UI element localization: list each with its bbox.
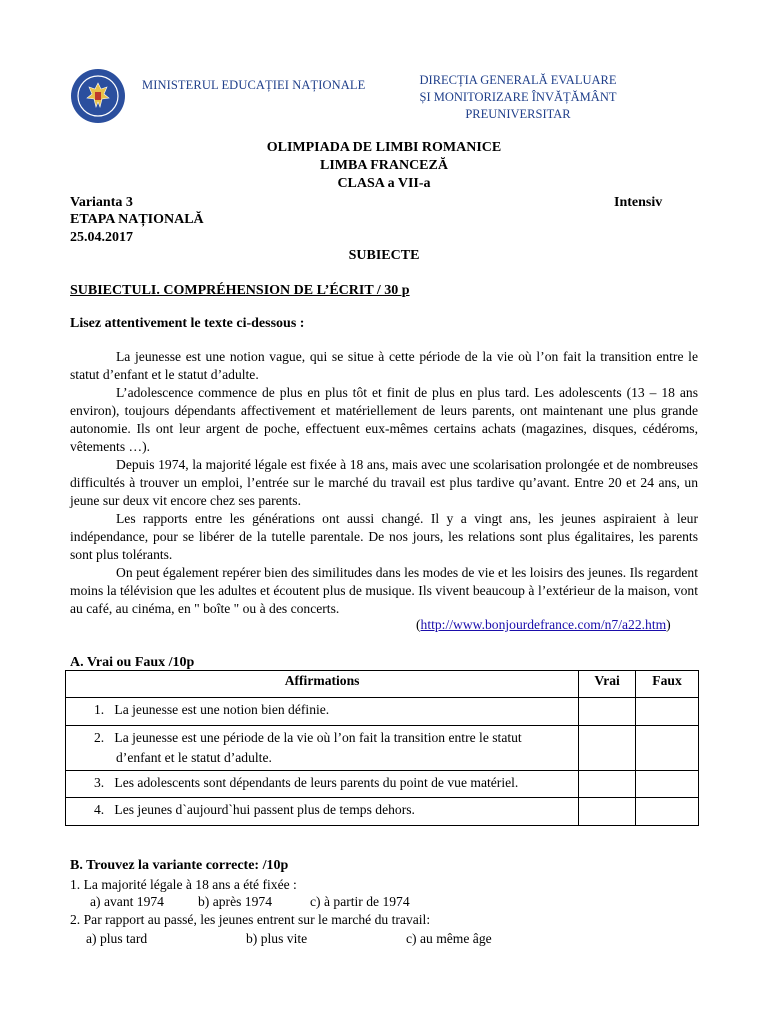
vrai-answer-cell[interactable] <box>579 698 636 726</box>
ministry-name: MINISTERUL EDUCAȚIEI NAȚIONALE <box>142 78 366 92</box>
vrai-header: Vrai <box>579 671 636 698</box>
vrai-answer-cell[interactable] <box>579 798 636 826</box>
true-false-table <box>65 670 699 826</box>
affirmation-text: Les adolescents sont dépendants de leurs parents du point de vue matériel. <box>114 775 519 790</box>
row-number: 1. <box>94 702 105 717</box>
row-number: 2. <box>94 730 105 745</box>
direction-line-3: PREUNIVERSITAR <box>465 107 571 121</box>
faux-answer-cell[interactable] <box>636 698 699 726</box>
question-1: 1. La majorité légale à 18 ans a été fixée : <box>70 877 297 892</box>
q1-option-a[interactable]: a) avant 1974 <box>90 894 164 909</box>
vrai-answer-cell[interactable] <box>579 771 636 798</box>
table-row <box>66 726 699 771</box>
variant-label: Varianta 3 <box>70 195 133 210</box>
paragraph: La jeunesse est une notion vague, qui se situe à cette période de la vie où l’on fait la transition entre le statut d’enfant et le statut d’adulte. <box>70 349 698 382</box>
affirmation-text: Les jeunes d`aujourd`hui passent plus de temps dehors. <box>114 802 415 817</box>
direction-line-1: DIRECȚIA GENERALĂ EVALUARE <box>419 73 617 87</box>
exam-date: 25.04.2017 <box>70 230 133 245</box>
source-close-paren: ) <box>666 617 671 632</box>
direction-name <box>392 72 644 123</box>
vrai-answer-cell[interactable] <box>579 726 636 771</box>
government-seal-logo <box>70 68 126 124</box>
table-row <box>66 698 699 726</box>
affirmation-text: La jeunesse est une période de la vie où l’on fait la transition entre le statut d’enfant et le statut d’adulte. <box>114 730 522 765</box>
source-link[interactable]: http://www.bonjourdefrance.com/n7/a22.htm <box>420 617 667 632</box>
affirmations-header: Affirmations <box>66 671 579 698</box>
table-row <box>66 771 699 798</box>
part-a-heading: A. Vrai ou Faux /10p <box>70 655 195 670</box>
language-title: LIMBA FRANCEZĂ <box>320 158 448 173</box>
affirmation-cell <box>66 798 579 826</box>
affirmation-text: La jeunesse est une notion bien définie. <box>114 702 330 717</box>
faux-answer-cell[interactable] <box>636 726 699 771</box>
faux-answer-cell[interactable] <box>636 798 699 826</box>
paragraph: On peut également repérer bien des similitudes dans les modes de vie et les loisirs des jeunes. Ils regardent moins la télévision que les adultes et écoutent plus de musique. Ils vivent beaucoup à l’extérieur de la maison, vont au café, au cinéma, en " boîte " ou à des concerts. <box>70 565 698 616</box>
olympiad-title: OLIMPIADA DE LIMBI ROMANICE <box>266 140 502 155</box>
q2-option-c[interactable]: c) au même âge <box>406 931 492 946</box>
affirmation-cell <box>66 771 579 798</box>
section1-heading: SUBIECTULI. COMPRÉHENSION DE L’ÉCRIT / 30 p <box>70 283 410 298</box>
reading-text <box>70 348 698 618</box>
affirmation-cell <box>66 726 579 771</box>
paragraph: L’adolescence commence de plus en plus tôt et finit de plus en plus tard. Les adolescents (13 – 18 ans environ), toujours dépendants affectivement et matériellement de leurs parents, ont maintenant une plus grande autonomie. Ils ont leur argent de poche, effectuent eux-mêmes certains achats (magazines, disques, cédéroms, vêtements …). <box>70 385 698 454</box>
q2-option-a[interactable]: a) plus tard <box>86 931 148 946</box>
faux-header: Faux <box>636 671 699 698</box>
level-label: Intensiv <box>614 195 663 210</box>
affirmation-cell <box>66 698 579 726</box>
part-b-heading: B. Trouvez la variante correcte: /10p <box>70 858 289 873</box>
paragraph: Depuis 1974, la majorité légale est fixée à 18 ans, mais avec une scolarisation prolongée et de nombreuses difficultés à trouver un emploi, l’entrée sur le marché du travail est plus tardive qu’avant. Entre 20 et 24 ans, un jeune sur deux vit encore chez ses parents. <box>70 457 698 508</box>
reading-instruction: Lisez attentivement le texte ci-dessous : <box>70 316 305 331</box>
question-2: 2. Par rapport au passé, les jeunes entrent sur le marché du travail: <box>70 912 431 927</box>
stage-label: ETAPA NAȚIONALĂ <box>70 212 204 227</box>
paragraph: Les rapports entre les générations ont aussi changé. Il y a vingt ans, les jeunes aspiraient à leur indépendance, pour se libérer de la tutelle parentale. De nos jours, les relations sont plus égalitaires, les parents sont plus tolérants. <box>70 511 698 562</box>
grade-title: CLASA a VII-a <box>337 176 431 191</box>
table-row <box>66 798 699 826</box>
source-open-paren: ( <box>416 617 421 632</box>
q1-option-c[interactable]: c) à partir de 1974 <box>310 894 410 909</box>
faux-answer-cell[interactable] <box>636 771 699 798</box>
table-header-row <box>66 671 699 698</box>
row-number: 3. <box>94 775 105 790</box>
source-citation <box>416 617 671 633</box>
row-number: 4. <box>94 802 105 817</box>
direction-line-2: ȘI MONITORIZARE ÎNVĂȚĂMÂNT <box>419 90 617 104</box>
subjects-heading: SUBIECTE <box>348 248 420 263</box>
q1-option-b[interactable]: b) après 1974 <box>198 894 272 909</box>
q2-option-b[interactable]: b) plus vite <box>246 931 308 946</box>
